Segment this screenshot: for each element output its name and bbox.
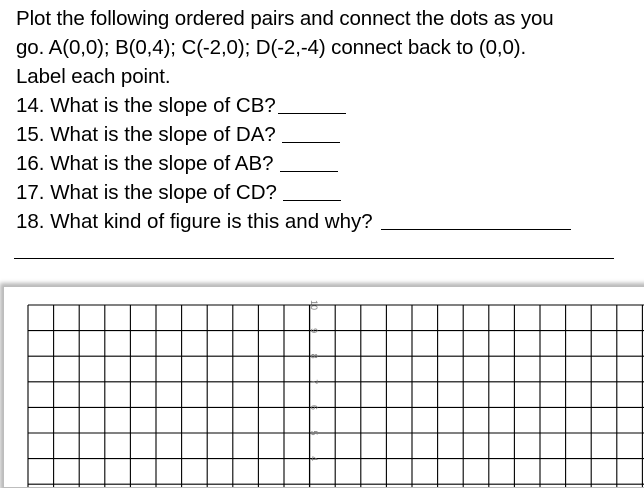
instructions-line-3: Label each point. <box>16 65 171 88</box>
answer-blank-16[interactable] <box>280 170 338 172</box>
answer-blank-18[interactable] <box>381 228 571 230</box>
question-16 <box>16 149 338 178</box>
instructions-line-2: go. A(0,0); B(0,4); C(-2,0); D(-2,-4) connect back to (0,0). <box>16 36 527 59</box>
question-17 <box>16 178 341 207</box>
answer-blank-14[interactable] <box>278 112 346 114</box>
y-axis-tick-label: 6 <box>309 404 320 410</box>
question-15 <box>16 120 340 149</box>
instructions-line-1: Plot the following ordered pairs and connect the dots as you <box>16 7 554 30</box>
y-axis-tick-label: 10 <box>309 299 320 311</box>
y-axis-tick-label: 7 <box>309 379 320 385</box>
answer-blank-17[interactable] <box>283 199 341 201</box>
question-17-text: 17. What is the slope of CD? <box>16 181 277 204</box>
question-18 <box>16 207 571 236</box>
y-axis-tick-label: 4 <box>309 456 320 462</box>
question-14-text: 14. What is the slope of CB? <box>16 94 276 117</box>
y-axis-tick-label: 9 <box>309 328 320 334</box>
y-axis-tick-label: 5 <box>309 430 320 436</box>
coordinate-grid-frame <box>3 286 644 488</box>
question-15-text: 15. What is the slope of DA? <box>16 123 276 146</box>
question-16-text: 16. What is the slope of AB? <box>16 152 274 175</box>
instructions <box>16 4 636 91</box>
question-14 <box>16 91 346 120</box>
answer-line-18-continued[interactable] <box>14 258 614 259</box>
y-axis-tick-label: 8 <box>309 353 320 359</box>
question-18-text: 18. What kind of figure is this and why? <box>16 210 373 233</box>
answer-blank-15[interactable] <box>282 141 340 143</box>
coordinate-grid <box>4 287 644 487</box>
